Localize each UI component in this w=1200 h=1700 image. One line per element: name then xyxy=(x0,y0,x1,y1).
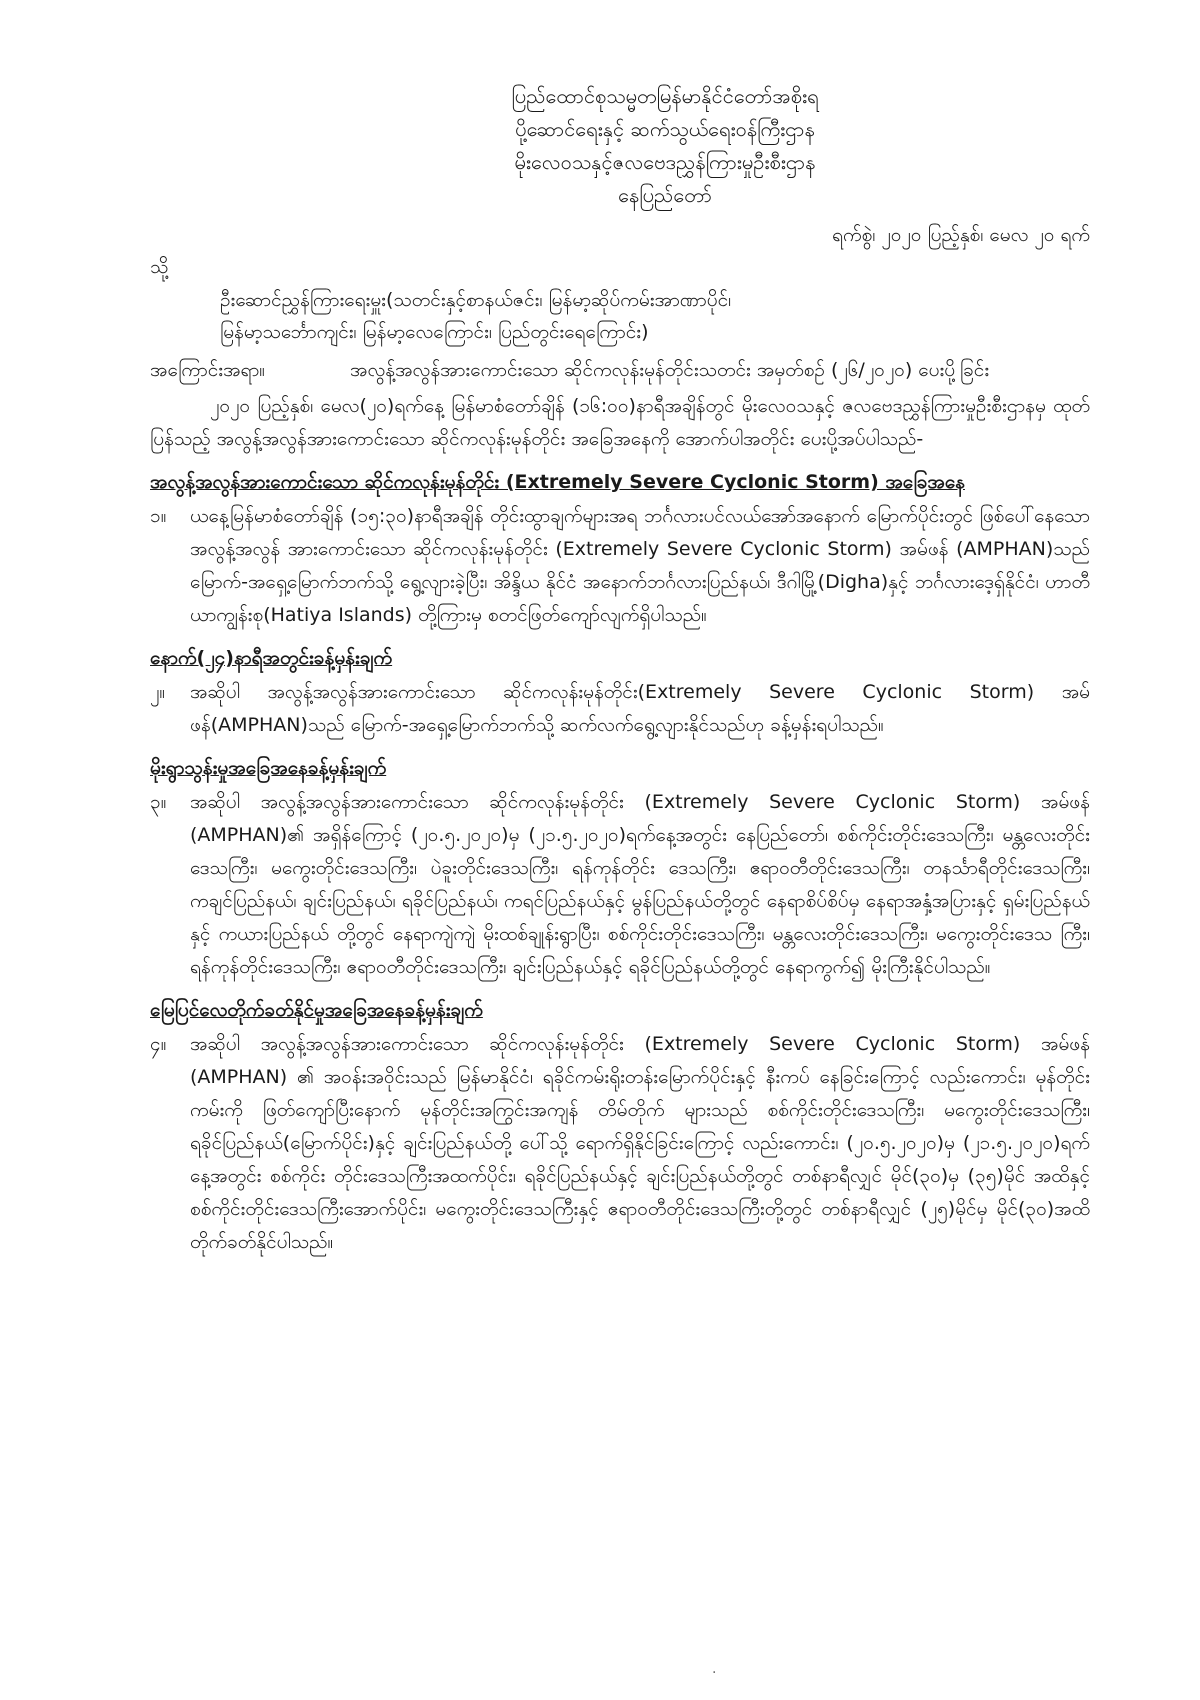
letterhead xyxy=(240,80,1090,212)
to-label: သို့ xyxy=(150,256,169,278)
letter-date: ရက်စွဲ၊ ၂၀၂၀ ပြည့်နှစ်၊ မေလ ၂၀ ရက် xyxy=(832,224,1090,246)
subject-label: အကြောင်းအရာ။ xyxy=(150,359,266,381)
section-heading: အလွန့်အလွန်အားကောင်းသော ဆိုင်ကလုန်းမုန်တိုင်း (Extremely Severe Cyclonic Storm) အခြေအနေ xyxy=(150,471,965,493)
recipient xyxy=(150,284,1090,348)
section-heading: နောက်(၂၄)နာရီအတွင်းခန့်မှန်းချက် xyxy=(150,647,393,669)
numbered-paragraph xyxy=(150,786,1090,984)
subject xyxy=(150,354,1090,386)
section-1 xyxy=(150,466,1090,632)
subject-text: အလွန့်အလွန်အားကောင်းသော ဆိုင်ကလုန်းမုန်တိုင်းသတင်း အမှတ်စဉ် (၂၆/၂၀၂၀) ပေးပို့ခြင်း xyxy=(350,359,990,381)
section-heading: မြေပြင်လေတိုက်ခတ်နိုင်မှုအခြေအနေခန့်မှန်းချက် xyxy=(150,999,483,1021)
paragraph-text: အဆိုပါ အလွန့်အလွန်အားကောင်းသော ဆိုင်ကလုန်းမုန်တိုင်း(Extremely Severe Cyclonic Storm) အမ်ဖန်(AMPHAN)သည် မြောက်-အရှေ့မြောက်ဘက်သို့ ဆက်လက်ရွေ့လျားနိုင်သည်ဟု ခန့်မှန်းရပါသည်။ xyxy=(190,681,1090,736)
paragraph-text: အဆိုပါ အလွန့်အလွန်အားကောင်းသော ဆိုင်ကလုန်းမုန်တိုင်း (Extremely Severe Cyclonic Storm) အမ်ဖန် (AMPHAN) ၏ အဝန်းအဝိုင်းသည် မြန်မာနိုင်ငံ၊ ရခိုင်ကမ်းရိုးတန်းမြောက်ပိုင်းနှင့် နီးကပ် နေခြင်းကြောင့် လည်းကောင်း၊ မုန်တိုင်းကမ်းကို ဖြတ်ကျော်ပြီးနောက် မုန်တိုင်းအကြွင်းအကျန် တိမ်တိုက် များသည် စစ်ကိုင်းတိုင်းဒေသကြီး၊ မကွေးတိုင်းဒေသကြီး၊ ရခိုင်ပြည်နယ်(မြောက်ပိုင်း)နှင့် ချင်းပြည်နယ်တို့ ပေါ်သို့ ရောက်ရှိနိုင်ခြင်းကြောင့် လည်းကောင်း၊ (၂၀.၅.၂၀၂၀)မှ (၂၁.၅.၂၀၂၀)ရက်နေ့အတွင်း စစ်ကိုင်း တိုင်းဒေသကြီးအထက်ပိုင်း၊ ရခိုင်ပြည်နယ်နှင့် ချင်းပြည်နယ်တို့တွင် တစ်နာရီလျှင် မိုင်(၃၀)မှ (၃၅)မိုင် အထိနှင့် စစ်ကိုင်းတိုင်းဒေသကြီးအောက်ပိုင်း၊ မကွေးတိုင်းဒေသကြီးနှင့် ဧရာဝတီတိုင်းဒေသကြီးတို့တွင် တစ်နာရီလျှင် (၂၅)မိုင်မှ မိုင်(၃၀)အထိ တိုက်ခတ်နိုင်ပါသည်။ xyxy=(190,1033,1090,1253)
letterhead-ministry: ပို့ဆောင်ရေးနှင့် ဆက်သွယ်ရေးဝန်ကြီးဌာန xyxy=(515,117,815,141)
section-4 xyxy=(150,994,1090,1259)
paragraph-number: ၄။ xyxy=(150,1033,167,1055)
paragraph-number: ၂။ xyxy=(150,681,166,703)
section-2 xyxy=(150,642,1090,742)
letterhead-department: မိုးလေဝသနှင့်ဇလဗေဒညွှန်ကြားမှုဦးစီးဌာန xyxy=(514,150,816,174)
numbered-paragraph xyxy=(150,676,1090,742)
paragraph-text: အဆိုပါ အလွန့်အလွန်အားကောင်းသော ဆိုင်ကလုန်းမုန်တိုင်း (Extremely Severe Cyclonic Storm) အမ်ဖန် (AMPHAN)၏ အရှိန်ကြောင့် (၂၀.၅.၂၀၂၀)မှ (၂၁.၅.၂၀၂၀)ရက်နေ့အတွင်း နေပြည်တော်၊ စစ်ကိုင်းတိုင်းဒေသကြီး၊ မန္တလေးတိုင်းဒေသကြီး၊ မကွေးတိုင်းဒေသကြီး၊ ပဲခူးတိုင်းဒေသကြီး၊ ရန်ကုန်တိုင်း ဒေသကြီး၊ ဧရာဝတီတိုင်းဒေသကြီး၊ တနင်္သာရီတိုင်းဒေသကြီး၊ ကချင်ပြည်နယ်၊ ချင်းပြည်နယ်၊ ရခိုင်ပြည်နယ်၊ ကရင်ပြည်နယ်နှင့် မွန်ပြည်နယ်တို့တွင် နေရာစိပ်စိပ်မှ နေရာအနှံ့အပြားနှင့် ရှမ်းပြည်နယ်နှင့် ကယားပြည်နယ် တို့တွင် နေရာကျဲကျဲ မိုးထစ်ချုန်းရွာပြီး၊ စစ်ကိုင်းတိုင်းဒေသကြီး၊ မန္တလေးတိုင်းဒေသကြီး၊ မကွေးတိုင်းဒေသ ကြီး၊ ရန်ကုန်တိုင်းဒေသကြီး၊ ဧရာဝတီတိုင်းဒေသကြီး၊ ချင်းပြည်နယ်နှင့် ရခိုင်ပြည်နယ်တို့တွင် နေရာကွက်၍ မိုးကြီးနိုင်ပါသည်။ xyxy=(190,791,1090,978)
numbered-paragraph xyxy=(150,500,1090,632)
letterhead-government: ပြည်ထောင်စုသမ္မတမြန်မာနိုင်ငံတော်အစိုးရ xyxy=(511,84,819,108)
letterhead-city: နေပြည်တော် xyxy=(618,183,712,207)
section-heading: မိုးရွာသွန်းမှုအခြေအနေခန့်မှန်းချက် xyxy=(150,757,387,779)
section-3 xyxy=(150,752,1090,984)
page-mark: · xyxy=(712,1665,717,1681)
paragraph-text: ယနေ့မြန်မာစံတော်ချိန် (၁၅:၃၀)နာရီအချိန် တိုင်းထွာချက်များအရ ဘင်္ဂလားပင်လယ်အော်အနောက် မြောက်ပိုင်းတွင် ဖြစ်ပေါ်နေသော အလွန့်အလွန် အားကောင်းသော ဆိုင်ကလုန်းမုန်တိုင်း (Extremely Severe Cyclonic Storm) အမ်ဖန် (AMPHAN)သည် မြောက်-အရှေ့မြောက်ဘက်သို့ ရွေ့လျားခဲ့ပြီး၊ အိန္ဒိယ နိုင်ငံ အနောက်ဘင်္ဂလားပြည်နယ်၊ ဒီဂါမြို့(Digha)နှင့် ဘင်္ဂလားဒေ့ရှ်နိုင်ငံ၊ ဟာတီယာကျွန်းစု(Hatiya Islands) တို့ကြားမှ စတင်ဖြတ်ကျော်လျက်ရှိပါသည်။ xyxy=(190,505,1090,626)
numbered-paragraph xyxy=(150,1028,1090,1259)
recipient-line-2: မြန်မာ့သင်္ဘောကျင်း၊ မြန်မာ့လေကြောင်း၊ ပြည်တွင်းရေကြောင်း) xyxy=(220,321,649,343)
paragraph-number: ၁။ xyxy=(150,505,167,527)
intro-paragraph: ၂၀၂၀ ပြည့်နှစ်၊ မေလ(၂၀)ရက်နေ့ မြန်မာစံတော်ချိန် (၁၆:၀၀)နာရီအချိန်တွင် မိုးလေဝသနှင့် ဇလဗေဒညွှန်ကြားမှုဦးစီးဌာနမှ ထုတ်ပြန်သည့် အလွန့်အလွန်အားကောင်းသော ဆိုင်ကလုန်းမုန်တိုင်း အခြေအနေကို အောက်ပါအတိုင်း ပေးပို့အပ်ပါသည်- xyxy=(150,395,1090,450)
recipient-line-1: ဦးဆောင်ညွှန်ကြားရေးမှူး(သတင်းနှင့်စာနယ်ဇင်း၊ မြန်မာ့ဆိုပ်ကမ်းအာဏာပိုင်၊ xyxy=(220,289,732,311)
paragraph-number: ၃။ xyxy=(150,791,167,813)
